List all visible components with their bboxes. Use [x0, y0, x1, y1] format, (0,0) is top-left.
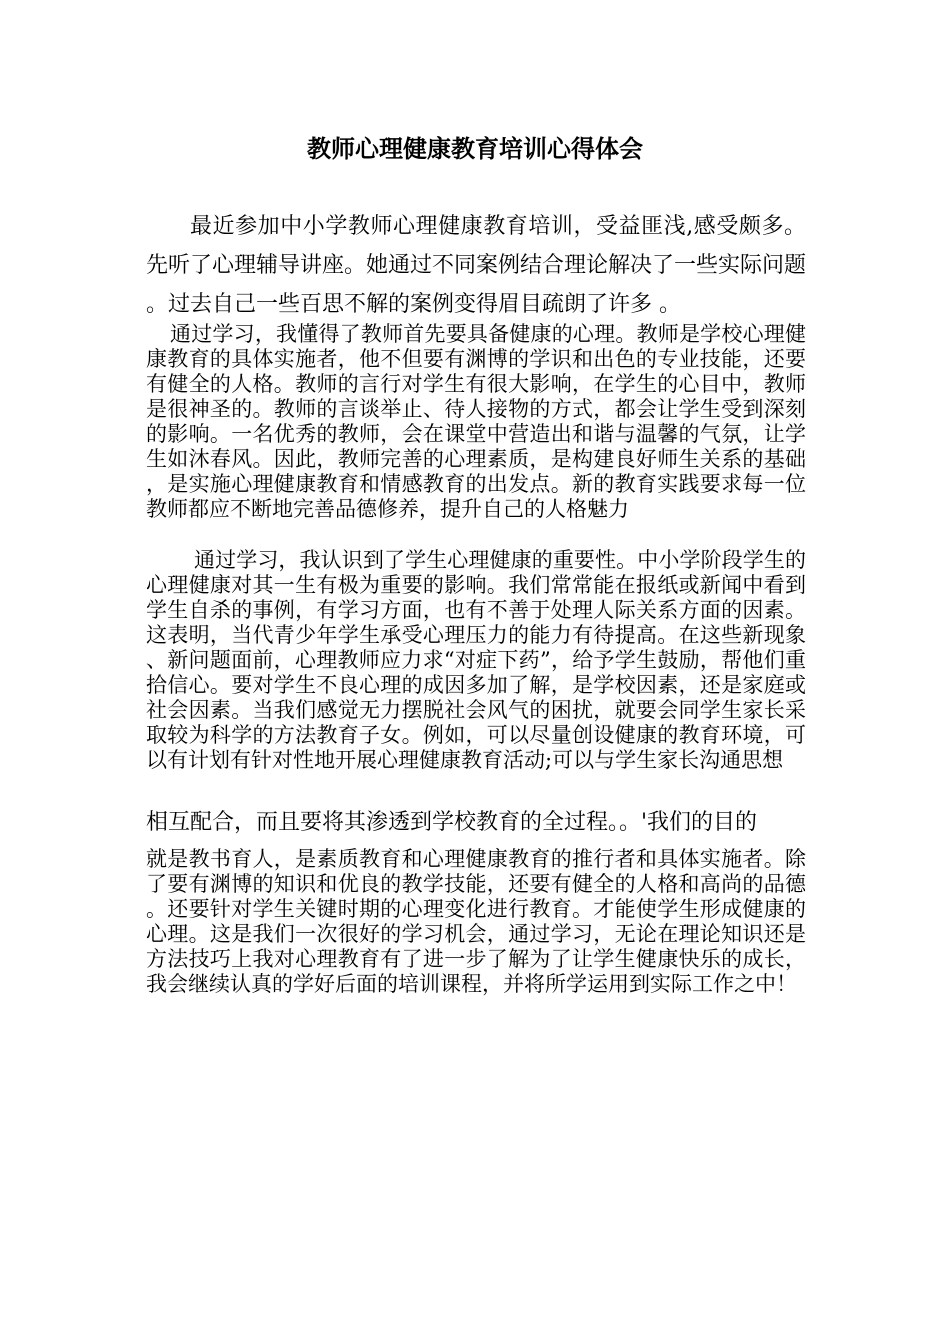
paragraph-intro: 最近参加中小学教师心理健康教育培训，受益匪浅,感受颇多。先听了心理辅导讲座。她通过不同案例结合理论解决了一些实际问题。过去自己一些百思不解的案例变得眉目疏朗了许多 。	[146, 214, 807, 317]
document-title: 教师心理健康教育培训心得体会	[307, 135, 643, 163]
paragraph-teacher-health: 通过学习，我懂得了教师首先要具备健康的心理。教师是学校心理健康教育的具体实施者，他不但要有渊博的学识和出色的专业技能，还要有健全的人格。教师的言行对学生有很大影响，在学生的心目中，教师是很神圣的。教师的言谈举止、待人接物的方式，都会让学生受到深刻的影响。一名优秀的教师，会在课堂中营造出和谐与温馨的气氛，让学生如沐春风。因此，教师完善的心理素质，是构建良好师生关系的基础，是实施心理健康教育和情感教育的出发点。新的教育实践要求每一位教师都应不断地完善品德修养，提升自己的人格魅力	[146, 322, 806, 521]
paragraph-cooperation-line: 相互配合，而且要将其渗透到学校教育的全过程。。'我们的目的	[146, 810, 758, 835]
paragraph-student-health: 通过学习，我认识到了学生心理健康的重要性。中小学阶段学生的心理健康对其一生有极为重要的影响。我们常常能在报纸或新闻中看到学生自杀的事例，有学习方面，也有不善于处理人际关系方面的因素。这表明，当代青少年学生承受心理压力的能力有待提高。在这些新现象、新问题面前，心理教师应力求“对症下药”，给予学生鼓励，帮他们重拾信心。要对学生不良心理的成因多加了解，是学校因素，还是家庭或社会因素。当我们感觉无力摆脱社会风气的困扰，就要会同学生家长采取较为科学的方法教育子女。例如，可以尽量创设健康的教育环境，可以有计划有针对性地开展心理健康教育活动;可以与学生家长沟通思想	[146, 548, 806, 772]
paragraph-conclusion: 就是教书育人，是素质教育和心理健康教育的推行者和具体实施者。除了要有渊博的知识和优良的教学技能，还要有健全的人格和高尚的品德。还要针对学生关键时期的心理变化进行教育。才能使学生形成健康的心理。这是我们一次很好的学习机会，通过学习，无论在理论知识还是方法技巧上我对心理教育有了进一步了解为了让学生健康快乐的成长，我会继续认真的学好后面的培训课程，并将所学运用到实际工作之中！	[146, 847, 806, 996]
